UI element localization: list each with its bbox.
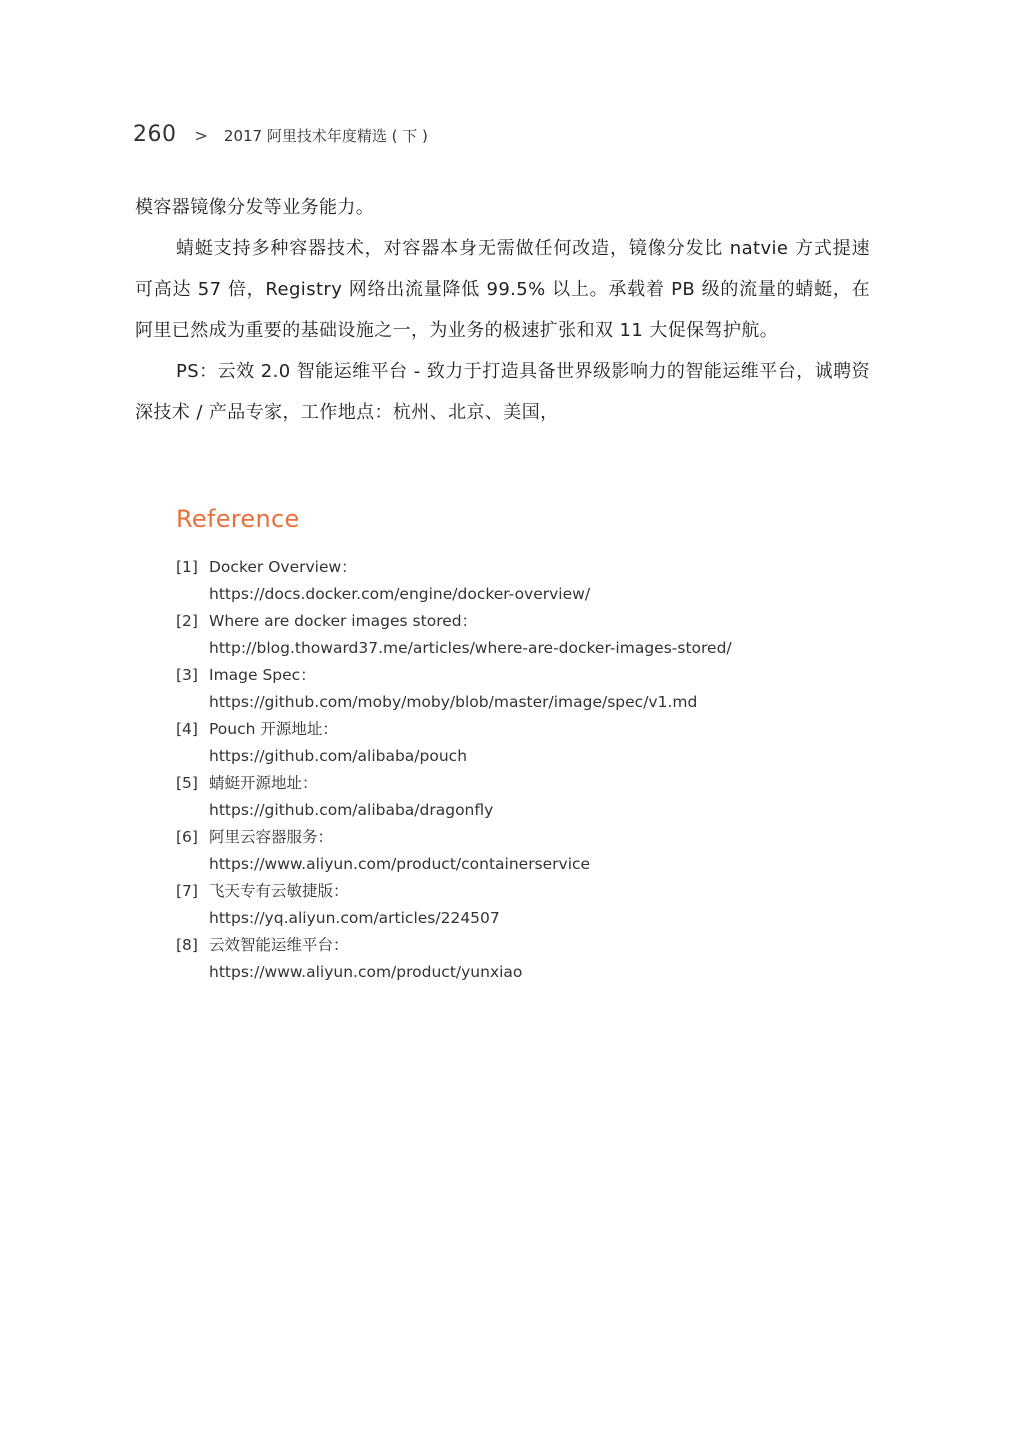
- book-title: 2017 阿里技术年度精选 ( 下 ): [223, 127, 428, 145]
- reference-heading: Reference: [176, 505, 300, 533]
- reference-item: [176, 878, 876, 932]
- reference-item: [176, 608, 876, 662]
- reference-number: [3]: [176, 666, 198, 684]
- reference-number: [8]: [176, 936, 198, 954]
- reference-item: [176, 770, 876, 824]
- reference-link[interactable]: https://github.com/moby/moby/blob/master/image/spec/v1.md: [209, 693, 698, 711]
- reference-item: [176, 662, 876, 716]
- reference-number: [5]: [176, 774, 198, 792]
- reference-link[interactable]: https://github.com/alibaba/pouch: [209, 747, 468, 765]
- reference-item: [176, 932, 876, 986]
- page-number: 260: [133, 122, 177, 147]
- reference-number: [1]: [176, 558, 198, 576]
- reference-number: [6]: [176, 828, 198, 846]
- reference-link[interactable]: https://www.aliyun.com/product/yunxiao: [209, 963, 523, 981]
- reference-link[interactable]: https://www.aliyun.com/product/containerservice: [209, 855, 591, 873]
- reference-title: Where are docker images stored：: [209, 612, 478, 630]
- body-text: [135, 187, 870, 433]
- reference-title: 阿里云容器服务：: [209, 828, 334, 846]
- reference-title: Image Spec：: [209, 666, 316, 684]
- reference-number: [2]: [176, 612, 198, 630]
- reference-item: [176, 716, 876, 770]
- paragraph-continuation: 模容器镜像分发等业务能力。: [135, 197, 375, 218]
- reference-link[interactable]: https://github.com/alibaba/dragonfly: [209, 801, 494, 819]
- reference-number: [7]: [176, 882, 198, 900]
- reference-title: 蜻蜓开源地址：: [209, 774, 318, 792]
- paragraph-dragonfly: 蜻蜓支持多种容器技术，对容器本身无需做任何改造，镜像分发比 natvie 方式提速可高达 57 倍，Registry 网络出流量降低 99.5% 以上。承载着 PB 级的流量的蜻蜓，在阿里已然成为重要的基础设施之一，为业务的极速扩张和双 11 大促保驾护航。: [135, 238, 870, 341]
- reference-title: Docker Overview：: [209, 558, 357, 576]
- page-header: [133, 122, 428, 156]
- reference-link[interactable]: http://blog.thoward37.me/articles/where-are-docker-images-stored/: [209, 639, 732, 657]
- paragraph-recruitment: PS：云效 2.0 智能运维平台 - 致力于打造具备世界级影响力的智能运维平台，诚聘资深技术 / 产品专家，工作地点：杭州、北京、美国，: [135, 361, 870, 423]
- reference-title: 飞天专有云敏捷版：: [209, 882, 349, 900]
- reference-link[interactable]: https://yq.aliyun.com/articles/224507: [209, 909, 500, 927]
- reference-link[interactable]: https://docs.docker.com/engine/docker-overview/: [209, 585, 591, 603]
- reference-title: 云效智能运维平台：: [209, 936, 349, 954]
- reference-item: [176, 824, 876, 878]
- reference-title: Pouch 开源地址：: [209, 720, 338, 738]
- reference-item: [176, 554, 876, 608]
- breadcrumb-separator: >: [194, 126, 208, 145]
- reference-number: [4]: [176, 720, 198, 738]
- reference-list: [176, 554, 876, 986]
